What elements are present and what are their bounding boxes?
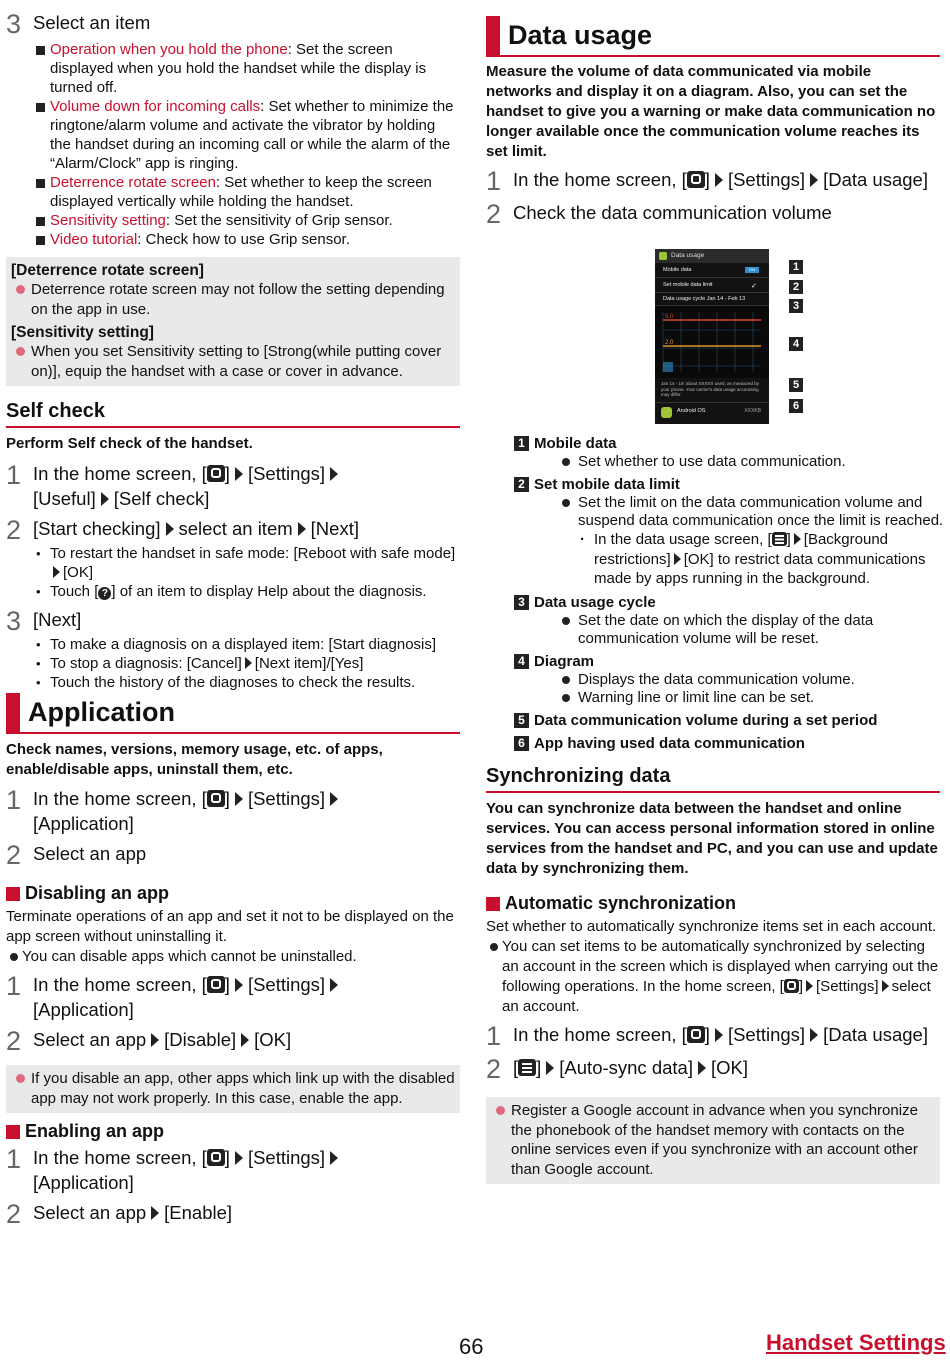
paragraph: Terminate operations of an app and set it not to be displayed on the app screen without uninstalling it. (6, 908, 454, 945)
option-hold-phone (6, 40, 460, 97)
sync-section (486, 765, 940, 1184)
callout-4: 4 (789, 337, 803, 351)
sub-item: • To restart the handset in safe mode: [Reboot with safe mode][OK] (6, 544, 460, 582)
help-icon: ? (98, 587, 111, 600)
step-3 (6, 607, 460, 635)
bullet: You can disable apps which cannot be uninstalled. (6, 947, 460, 967)
legend-item: Set the limit on the data communication volume and suspend data communication once the limit is reached. (514, 494, 944, 530)
application-label[interactable]: [Application] (33, 999, 134, 1020)
menu-key-icon (772, 532, 787, 546)
option-video (6, 230, 460, 249)
bullet: You can set items to be automatically synchronized by selecting an account in the screen which is displayed when carrying out the following operations. In the home screen, [ ] [Settings] select an account. (486, 937, 940, 1017)
step-number: 2 (6, 515, 22, 545)
step-1: 1 In the home screen, [ ] [Settings] [Data usage] (486, 166, 928, 196)
option-link[interactable]: Volume down for incoming calls (50, 98, 261, 115)
legend-title: 3 Data usage cycle (514, 593, 944, 612)
option-deterrence (6, 173, 460, 211)
note-item: When you set Sensitivity setting to [Strong(while putting cover on)], equip the handset with a case or cover in advance. (11, 342, 455, 381)
legend-item: Set the date on which the display of the data communication volume will be reset. (514, 612, 944, 648)
legend-sub-item: · In the data usage screen, [ ] [Background restrictions] [OK] to restrict data communications made by apps running in the background. (514, 530, 944, 589)
option-link[interactable]: Deterrence rotate screen (50, 174, 216, 191)
useful-label[interactable]: [Useful] (33, 488, 96, 509)
home-key-icon (207, 976, 225, 993)
sub-item: • Touch [ ? ] of an item to display Help about the diagnosis. (6, 582, 460, 601)
section-lead: Measure the volume of data communicated via mobile networks and display it on a diagram. Also, you can set the handset to give you a warning or make data communication no longer available once the communication volume reaches its set limit. (486, 63, 936, 160)
menu-key-icon (518, 1059, 536, 1076)
legend-item: Set whether to use data communication. (514, 453, 944, 471)
footer-section-link[interactable]: Handset Settings (766, 1330, 946, 1355)
mobile-data-row: Mobile data ON (655, 263, 769, 278)
settings-label[interactable]: [Settings] (727, 1024, 806, 1045)
step-number: 1 (6, 1144, 22, 1174)
step-number: 1 (486, 166, 502, 196)
cycle-row: Data usage cycle Jan 14 - Feb 13 (655, 293, 769, 306)
note-box (6, 1065, 460, 1113)
step-2 (6, 841, 460, 869)
data-usage-screenshot (655, 249, 769, 424)
option-volume-down (6, 97, 460, 173)
limit-value: 2.0 (665, 340, 674, 346)
arrow-icon (806, 980, 813, 992)
note-title: [Sensitivity setting] (11, 324, 154, 341)
arrow-icon (166, 522, 174, 536)
application-label[interactable]: [Application] (33, 1172, 134, 1193)
app-usage: XXXKB (744, 408, 761, 414)
self-check-label[interactable]: [Self check] (113, 488, 210, 509)
step-1: 1 In the home screen, [ ] [Settings] [Application] (6, 1145, 460, 1195)
sub-item: • Touch the history of the diagnoses to check the results. (6, 673, 460, 692)
home-key-icon (207, 465, 225, 482)
data-usage-label[interactable]: [Data usage] (823, 1024, 928, 1045)
option-link[interactable]: Sensitivity setting (50, 212, 166, 229)
section-heading: Synchronizing data (486, 765, 940, 793)
toggle-switch: ON (745, 267, 759, 273)
option-desc: : Check how to use Grip sensor. (137, 231, 350, 248)
arrow-icon (235, 792, 243, 806)
settings-label[interactable]: [Settings] (727, 169, 806, 190)
sub-item: • To stop a diagnosis: [Cancel] [Next item]/[Yes] (6, 654, 460, 673)
step-number: 2 (486, 1054, 502, 1084)
data-usage-label[interactable]: [Data usage] (823, 169, 928, 190)
step-text: Check the data communication volume (513, 202, 832, 223)
arrow-icon (330, 792, 338, 806)
section-heading: Application (6, 693, 460, 734)
home-key-icon (784, 979, 799, 993)
note-box (486, 1097, 940, 1184)
callout-1: 1 (789, 260, 803, 274)
arrow-icon (298, 522, 306, 536)
legend-item: Warning line or limit line can be set. (514, 689, 944, 707)
arrow-icon (882, 980, 889, 992)
step-number: 3 (6, 9, 22, 39)
arrow-icon (101, 492, 109, 506)
section-heading: Self check (6, 400, 460, 428)
arrow-icon (245, 657, 252, 669)
step-number: 1 (6, 460, 22, 490)
subsection-heading: Disabling an app (6, 883, 460, 904)
home-key-icon (687, 171, 705, 188)
arrow-icon (330, 1151, 338, 1165)
step-1: 1 In the home screen, [ ] [Settings] [Application] (6, 972, 460, 1022)
arrow-icon (235, 467, 243, 481)
next-label[interactable]: [Next] (33, 609, 82, 630)
note-title: [Deterrence rotate screen] (11, 262, 204, 279)
arrow-icon (546, 1061, 554, 1075)
callout-2: 2 (789, 280, 803, 294)
callout-3: 3 (789, 299, 803, 313)
note-box (6, 257, 460, 386)
arrow-icon (151, 1033, 159, 1047)
arrow-icon (715, 1028, 723, 1042)
enable-label[interactable]: [Enable] (164, 1202, 233, 1223)
option-desc: : Set whether to minimize the ringtone/alarm volume and activate the vibrator by holding the handset during an incoming call or while the alarm of the “Alarm/Clock” app is ringing. (50, 98, 454, 172)
option-link[interactable]: Video tutorial (50, 231, 138, 248)
callout-5: 5 (789, 378, 803, 392)
usage-info: Jan 14 - 19: about XXXXX used, as measured by your phone. Your carrier's data usage accounting may differ. (661, 381, 760, 397)
legend-list (514, 434, 944, 753)
arrow-icon (235, 978, 243, 992)
settings-label[interactable]: [Settings] (247, 1147, 326, 1168)
application-section (6, 693, 460, 1228)
paragraph: Set whether to automatically synchronize items set in each account. (486, 918, 937, 935)
option-sensitivity (6, 211, 460, 230)
option-desc: : Set whether to keep the screen displayed vertically while holding the handset. (50, 174, 432, 210)
legend-title: 6 App having used data communication (514, 734, 944, 753)
step-text: Select an app (33, 843, 147, 864)
arrow-icon (674, 553, 681, 565)
note-item: Register a Google account in advance when you synchronize the phonebook of the handset memory with contacts on the online services even if you synchronize with an account other than Google account. (491, 1101, 935, 1179)
section-lead: Check names, versions, memory usage, etc. of apps, enable/disable apps, uninstall them, etc. (6, 741, 383, 778)
legend-title: 5 Data communication volume during a set period (514, 711, 944, 730)
sub-item: • To make a diagnosis on a displayed item: [Start diagnosis] (6, 635, 460, 654)
arrow-icon (715, 173, 723, 187)
data-usage-section (486, 16, 940, 228)
arrow-icon (794, 533, 801, 545)
auto-sync-label[interactable]: [Auto-sync data] (559, 1057, 693, 1078)
step-1: 1 In the home screen, [ ] [Settings] [Application] (6, 786, 460, 836)
arrow-icon (810, 1028, 818, 1042)
section-lead: You can synchronize data between the handset and online services. You can access personal information stored in online services from the handset and PC, and you can use and update data by synchronizing them. (486, 800, 938, 877)
self-check-section (6, 400, 460, 692)
arrow-icon (330, 467, 338, 481)
arrow-icon (235, 1151, 243, 1165)
home-key-icon (207, 790, 225, 807)
step-number: 3 (6, 606, 22, 636)
step-number: 2 (6, 840, 22, 870)
note-item: Deterrence rotate screen may not follow the setting depending on the app in use. (11, 280, 455, 319)
data-limit-row: Set mobile data limit ✓ (655, 278, 769, 293)
step-number: 2 (486, 199, 502, 229)
arrow-icon (698, 1061, 706, 1075)
step-number: 2 (6, 1026, 22, 1056)
disable-label[interactable]: [Disable] (164, 1029, 237, 1050)
step-text: Select an item (33, 12, 151, 33)
home-key-icon (207, 1149, 225, 1166)
arrow-icon (241, 1033, 249, 1047)
step-number: 1 (6, 971, 22, 1001)
legend-title: 2 Set mobile data limit (514, 475, 944, 494)
step-number: 1 (486, 1021, 502, 1051)
step-1: 1 In the home screen, [ ] [Settings] [Useful] [Self check] (6, 461, 460, 511)
android-icon (661, 407, 672, 418)
ok-label[interactable]: [OK] (710, 1057, 748, 1078)
usage-diagram (655, 306, 769, 378)
legend-item: Displays the data communication volume. (514, 671, 944, 689)
step-number: 1 (6, 785, 22, 815)
arrow-icon (151, 1206, 159, 1220)
legend-title: 1 Mobile data (514, 434, 944, 453)
screen-title: Data usage (655, 249, 769, 263)
app-row (655, 402, 769, 423)
settings-label[interactable]: [Settings] (247, 974, 326, 995)
subsection-heading: Enabling an app (6, 1121, 460, 1142)
option-desc: : Set the screen displayed when you hold the handset while the display is turned off. (50, 41, 427, 96)
step-number: 2 (6, 1199, 22, 1229)
home-key-icon (687, 1026, 705, 1043)
legend-title: 4 Diagram (514, 652, 944, 671)
section-lead: Perform Self check of the handset. (6, 435, 253, 452)
arrow-icon (330, 978, 338, 992)
option-desc: : Set the sensitivity of Grip sensor. (165, 212, 393, 229)
start-checking-label[interactable]: [Start checking] (33, 518, 161, 539)
ok-label[interactable]: [OK] (254, 1029, 292, 1050)
step-2: 2 Select an app [Disable] [OK] (6, 1026, 292, 1056)
application-label[interactable]: [Application] (33, 813, 134, 834)
page-number: 66 (459, 1334, 484, 1359)
step-2: 2 Select an app [Enable] (6, 1199, 233, 1229)
select-item-step (6, 10, 460, 249)
settings-label[interactable]: [Settings] (247, 788, 326, 809)
step-1: 1 In the home screen, [ ] [Settings] [Data usage] (486, 1021, 928, 1051)
callout-6: 6 (789, 399, 803, 413)
arrow-icon (810, 173, 818, 187)
subsection-heading: Automatic synchronization (486, 893, 940, 914)
step-2: 2 [Start checking] select an item [Next] (6, 515, 359, 545)
arrow-icon (53, 566, 60, 578)
section-heading: Data usage (486, 16, 940, 57)
step-2 (486, 200, 940, 228)
next-label[interactable]: [Next] (310, 518, 359, 539)
app-name: Android OS (677, 408, 706, 414)
option-link[interactable]: Operation when you hold the phone (50, 41, 288, 58)
note-item: If you disable an app, other apps which link up with the disabled app may not work properly. In this case, enable the app. (11, 1069, 455, 1108)
warning-value: 5.0 (665, 314, 674, 320)
step-2: 2 [ ] [Auto-sync data] [OK] (486, 1054, 748, 1084)
settings-label[interactable]: [Settings] (247, 463, 326, 484)
checkmark-icon: ✓ (751, 283, 757, 290)
